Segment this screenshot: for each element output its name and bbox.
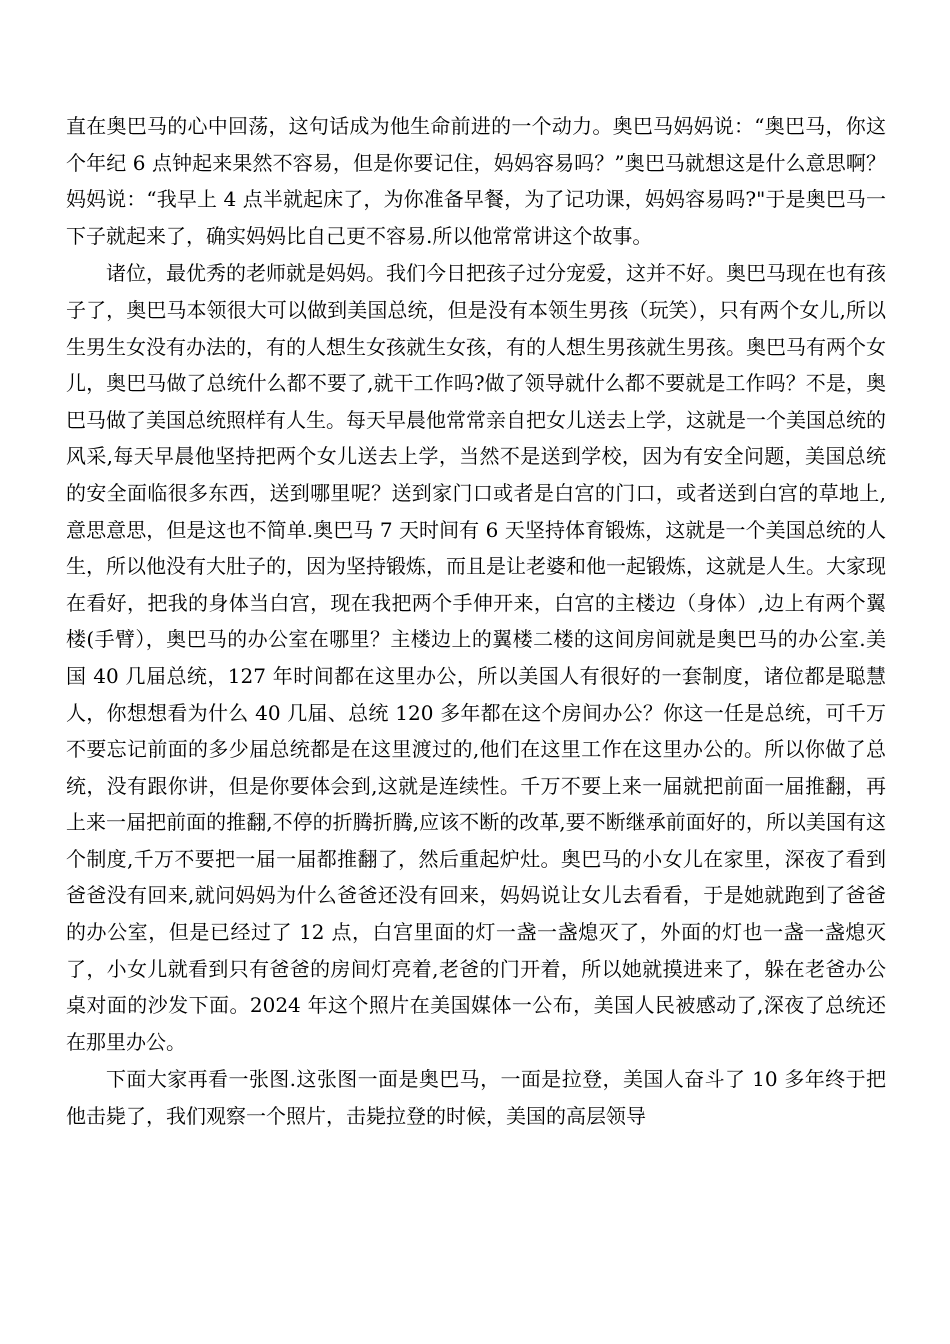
paragraph-mother-story: 直在奥巴马的心中回荡，这句话成为他生命前进的一个动力。奥巴马妈妈说：“奥巴马，你这个年纪 6 点钟起来果然不容易，但是你要记住，妈妈容易吗？”奥巴马就想这是什么意思啊？妈妈说：“我早上 4 点半就起床了，为你准备早餐，为了记功课，妈妈容易吗?"于是奥巴马一下子就起来了，确实妈妈比自己更不容易.所以他常常讲这个故事。	[66, 114, 886, 248]
paragraph-bin-laden-photo: 下面大家再看一张图.这张图一面是奥巴马，一面是拉登，美国人奋斗了 10 多年终于把他击毙了，我们观察一个照片，击毙拉登的时候，美国的高层领导	[66, 1067, 886, 1129]
paragraph-obama-daughters: 诸位，最优秀的老师就是妈妈。我们今日把孩子过分宠爱，这并不好。奥巴马现在也有孩子了，奥巴马本领很大可以做到美国总统，但是没有本领生男孩（玩笑），只有两个女儿,所以生男生女没有办法的，有的人想生女孩就生女孩，有的人想生男孩就生男孩。奥巴马有两个女儿，奥巴马做了总统什么都不要了,就干工作吗?做了领导就什么都不要就是工作吗？不是，奥巴马做了美国总统照样有人生。每天早晨他常常亲自把女儿送去上学，这就是一个美国总统的风采,每天早晨他坚持把两个女儿送去上学，当然不是送到学校，因为有安全问题，美国总统的安全面临很多东西，送到哪里呢？送到家门口或者是白宫的门口，或者送到白宫的草地上,意思意思，但是这也不简单.奥巴马 7 天时间有 6 天坚持体育锻炼，这就是一个美国总统的人生，所以他没有大肚子的，因为坚持锻炼，而且是让老婆和他一起锻炼，这就是人生。大家现在看好，把我的身体当白宫，现在我把两个手伸开来，白宫的主楼边（身体）,边上有两个翼楼(手臂），奥巴马的办公室在哪里？主楼边上的翼楼二楼的这间房间就是奥巴马的办公室.美国 40 几届总统，127 年时间都在这里办公，所以美国人有很好的一套制度，诸位都是聪慧人，你想想看为什么 40 几届、总统 120 多年都在这个房间办公？你这一任是总统，可千万不要忘记前面的多少届总统都是在这里渡过的,他们在这里工作在这里办公的。所以你做了总统，没有跟你讲，但是你要体会到,这就是连续性。千万不要上来一届就把前面一届推翻，再上来一届把前面的推翻,不停的折腾折腾,应该不断的改革,要不断继承前面好的，所以美国有这个制度,千万不要把一届一届都推翻了，然后重起炉灶。奥巴马的小女儿在家里，深夜了看到爸爸没有回来,就问妈妈为什么爸爸还没有回来，妈妈说让女儿去看看，于是她就跑到了爸爸的办公室，但是已经过了 12 点，白宫里面的灯一盏一盏熄灭了，外面的灯也一盏一盏熄灭了，小女儿就看到只有爸爸的房间灯亮着,老爸的门开着，所以她就摸进来了，躲在老爸办公桌对面的沙发下面。2024 年这个照片在美国媒体一公布，美国人民被感动了,深夜了总统还在那里办公。	[66, 261, 886, 1054]
